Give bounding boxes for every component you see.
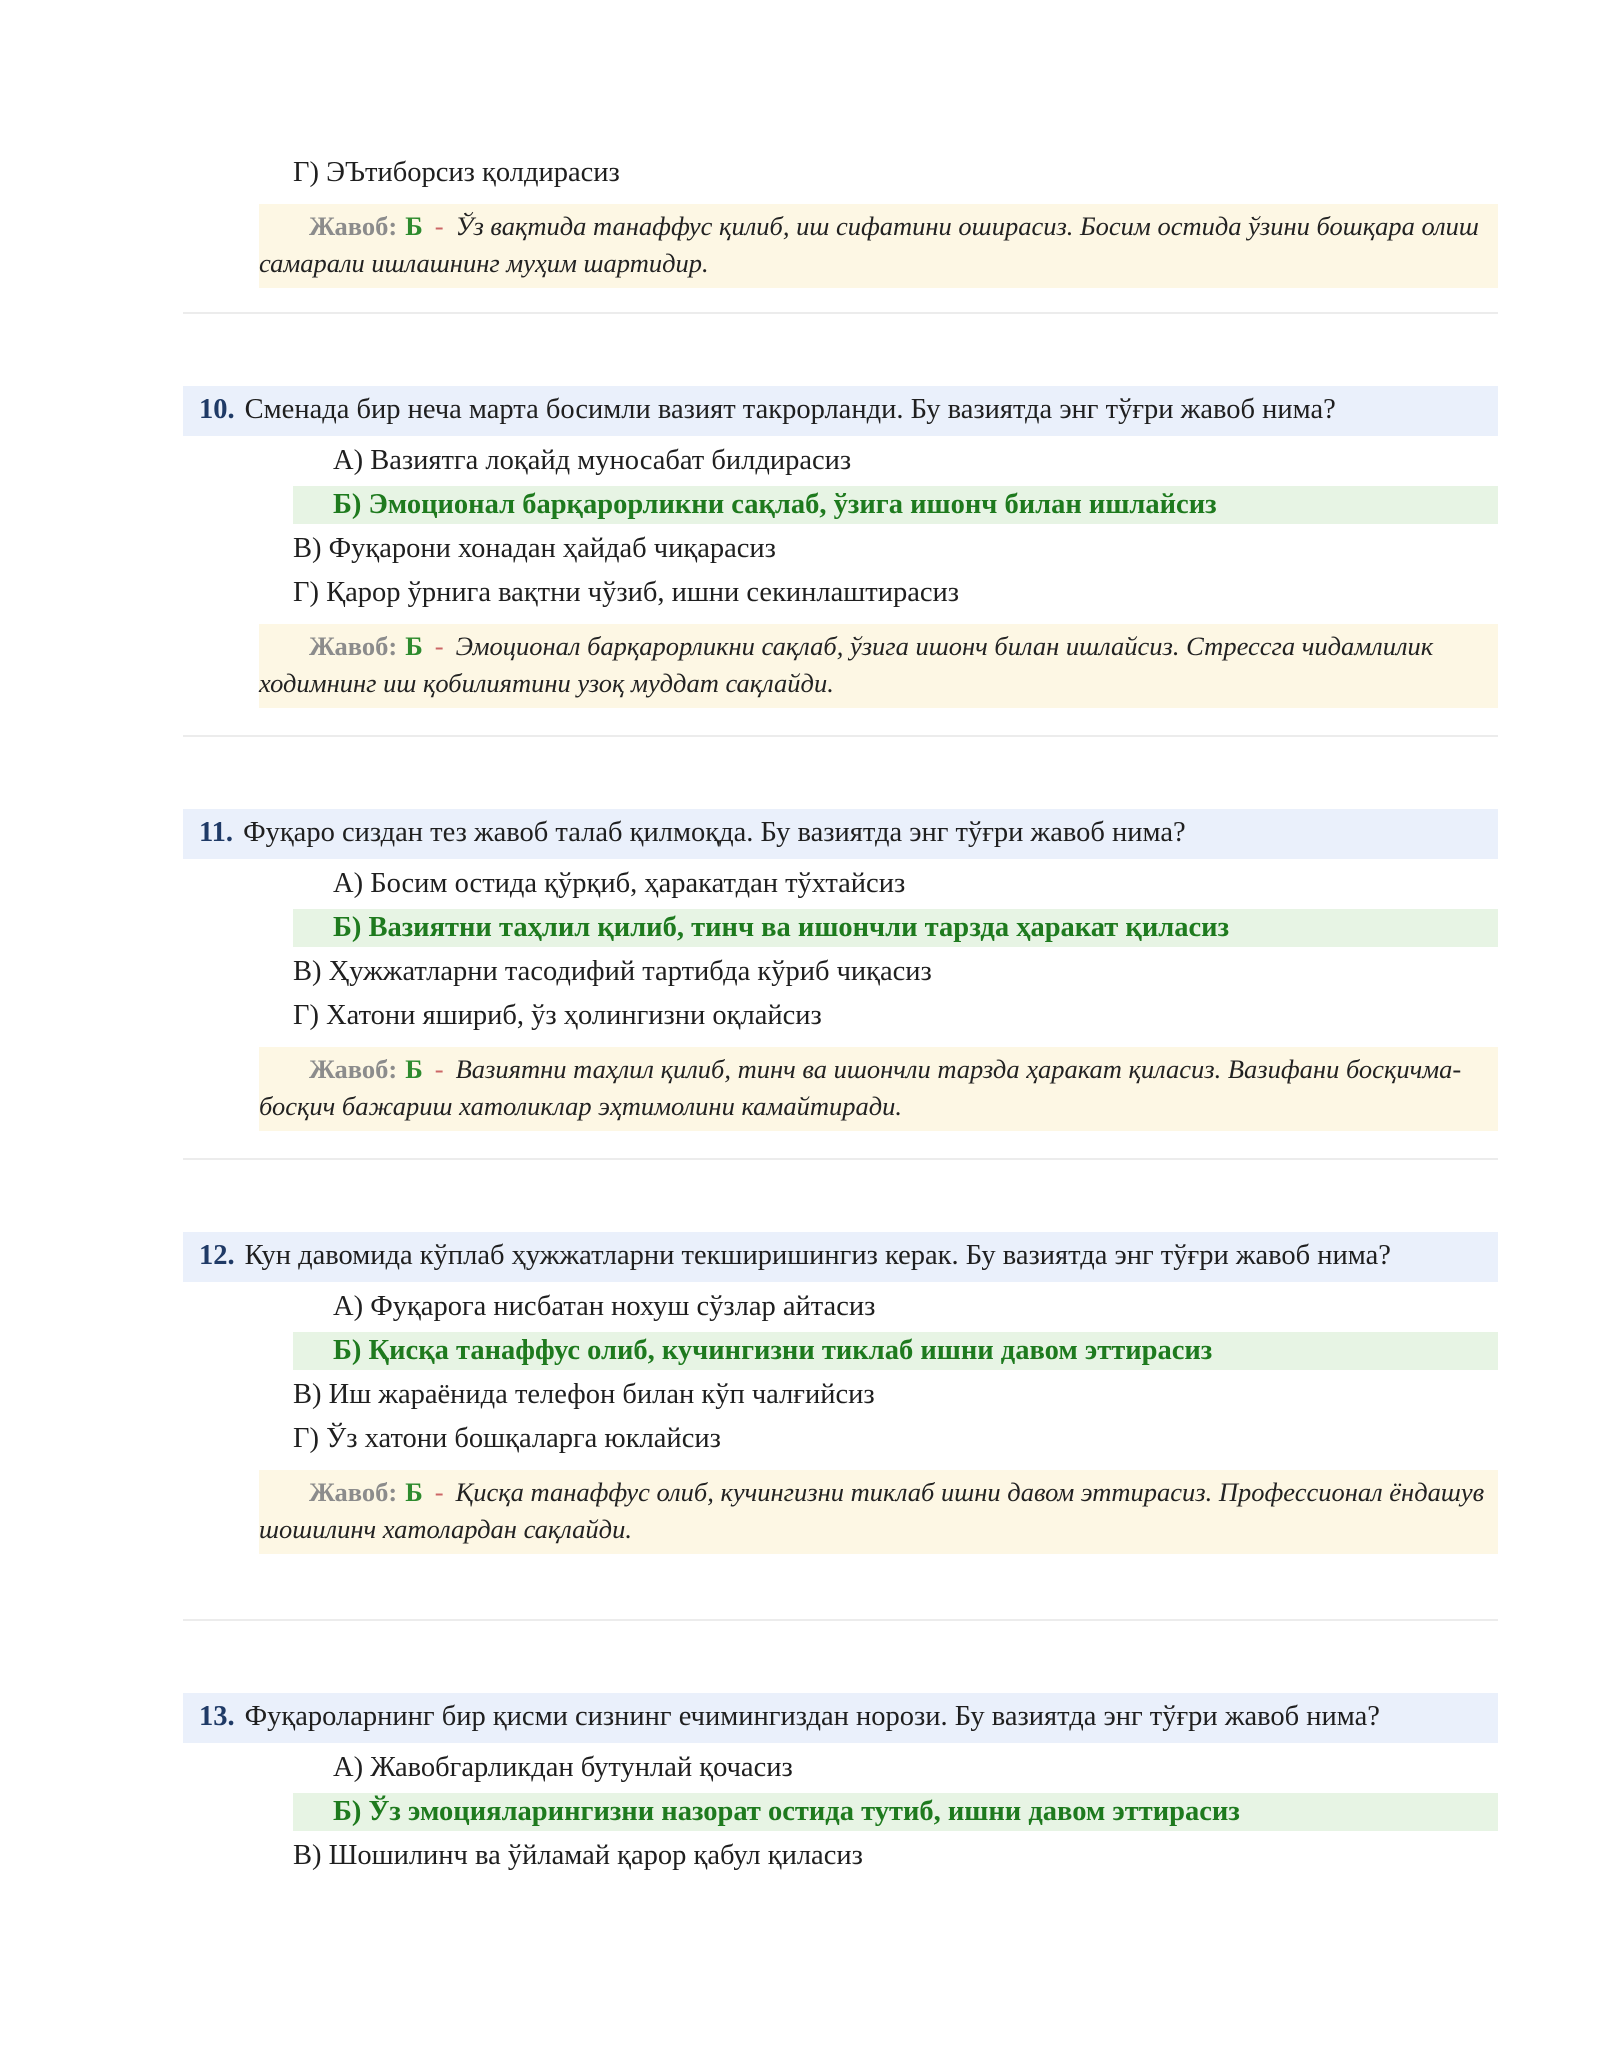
option-v: В) Фуқарони хонадан ҳайдаб чиқарасиз xyxy=(293,533,776,564)
option-g: Г) Қарор ўрнига вақтни чўзиб, ишни секинлаштирасиз xyxy=(293,577,960,608)
question-header xyxy=(183,809,1498,859)
answer-letter: Б xyxy=(405,1477,423,1507)
question-text: Кун давомида кўплаб ҳужжатларни текширишингиз керак. Бу вазиятда энг тўғри жавоб нима? xyxy=(244,1240,1391,1271)
question-text: Фуқароларнинг бир қисми сизнинг ечимингиздан норози. Бу вазиятда энг тўғри жавоб нима? xyxy=(244,1701,1380,1732)
question-number: 10. xyxy=(199,394,235,425)
option-b-correct: Б) Ўз эмоцияларингизни назорат остида тутиб, ишни давом эттирасиз xyxy=(293,1793,1498,1831)
answer-letter: Б xyxy=(405,1054,423,1084)
option-g: Г) Ўз хатони бошқаларга юклайсиз xyxy=(293,1423,721,1454)
answer-explanation: Эмоционал барқарорликни сақлаб, ўзига ишонч билан ишлайсиз. Стрессга чидамлилик ходимнинг иш қобилиятини узоқ муддат сақлайди. xyxy=(259,631,1434,698)
answer-label: Жавоб: xyxy=(309,1054,398,1084)
question-9-tail xyxy=(183,148,1498,288)
question-header xyxy=(183,1232,1498,1282)
answer-box xyxy=(259,1470,1498,1554)
option-v: В) Иш жараёнида телефон билан кўп чалғийсиз xyxy=(293,1379,875,1410)
answer-label: Жавоб: xyxy=(309,1477,398,1507)
question-12 xyxy=(183,1232,1498,1554)
answer-label: Жавоб: xyxy=(309,631,398,661)
answer-dash: - xyxy=(434,1477,444,1507)
answer-dash: - xyxy=(434,1054,444,1084)
answer-box xyxy=(259,204,1498,288)
answer-dash: - xyxy=(434,211,444,241)
question-13 xyxy=(183,1693,1498,1875)
option-a: А) Жавобгарликдан бутунлай қочасиз xyxy=(333,1752,793,1783)
question-number: 11. xyxy=(199,817,234,848)
option-a: А) Босим остида қўрқиб, ҳаракатдан тўхтайсиз xyxy=(333,868,906,899)
divider xyxy=(183,1619,1498,1621)
question-number: 12. xyxy=(199,1240,235,1271)
question-header xyxy=(183,386,1498,436)
divider xyxy=(183,1158,1498,1160)
answer-box xyxy=(259,624,1498,708)
option-a: А) Вазиятга лоқайд муносабат билдирасиз xyxy=(333,445,852,476)
answer-dash: - xyxy=(434,631,444,661)
answer-box xyxy=(259,1047,1498,1131)
question-text: Фуқаро сиздан тез жавоб талаб қилмоқда. Бу вазиятда энг тўғри жавоб нима? xyxy=(243,817,1186,848)
option-b-correct: Б) Вазиятни таҳлил қилиб, тинч ва ишончли тарзда ҳаракат қиласиз xyxy=(293,909,1498,947)
answer-letter: Б xyxy=(405,211,423,241)
option-b-correct: Б) Қисқа танаффус олиб, кучингизни тиклаб ишни давом эттирасиз xyxy=(293,1332,1498,1370)
answer-explanation: Вазиятни таҳлил қилиб, тинч ва ишончли тарзда ҳаракат қиласиз. Вазифани босқичма-босқич бажариш хатоликлар эҳтимолини камайтиради. xyxy=(259,1054,1462,1121)
question-header xyxy=(183,1693,1498,1743)
question-number: 13. xyxy=(199,1701,235,1732)
option-v: В) Шошилинч ва ўйламай қарор қабул қиласиз xyxy=(293,1840,863,1871)
option-a: А) Фуқарога нисбатан нохуш сўзлар айтасиз xyxy=(333,1291,876,1322)
option-v: В) Ҳужжатларни тасодифий тартибда кўриб чиқасиз xyxy=(293,956,932,987)
answer-letter: Б xyxy=(405,631,423,661)
answer-label: Жавоб: xyxy=(309,211,398,241)
answer-explanation: Ўз вақтида танаффус қилиб, иш сифатини оширасиз. Босим остида ўзини бошқара олиш самарали ишлашнинг муҳим шартидир. xyxy=(259,211,1479,278)
divider xyxy=(183,312,1498,314)
question-text: Сменада бир неча марта босимли вазият такрорланди. Бу вазиятда энг тўғри жавоб нима? xyxy=(244,394,1336,425)
option-g: Г) Хатони яшириб, ўз ҳолингизни оқлайсиз xyxy=(293,1000,822,1031)
option-b-correct: Б) Эмоционал барқарорликни сақлаб, ўзига ишонч билан ишлайсиз xyxy=(293,486,1498,524)
divider xyxy=(183,735,1498,737)
option-g: Г) ЭЪтиборсиз қолдирасиз xyxy=(293,157,620,188)
question-11 xyxy=(183,809,1498,1131)
answer-explanation: Қисқа танаффус олиб, кучингизни тиклаб ишни давом эттирасиз. Профессионал ёндашув шошилинч хатолардан сақлайди. xyxy=(259,1477,1485,1544)
question-10 xyxy=(183,386,1498,708)
